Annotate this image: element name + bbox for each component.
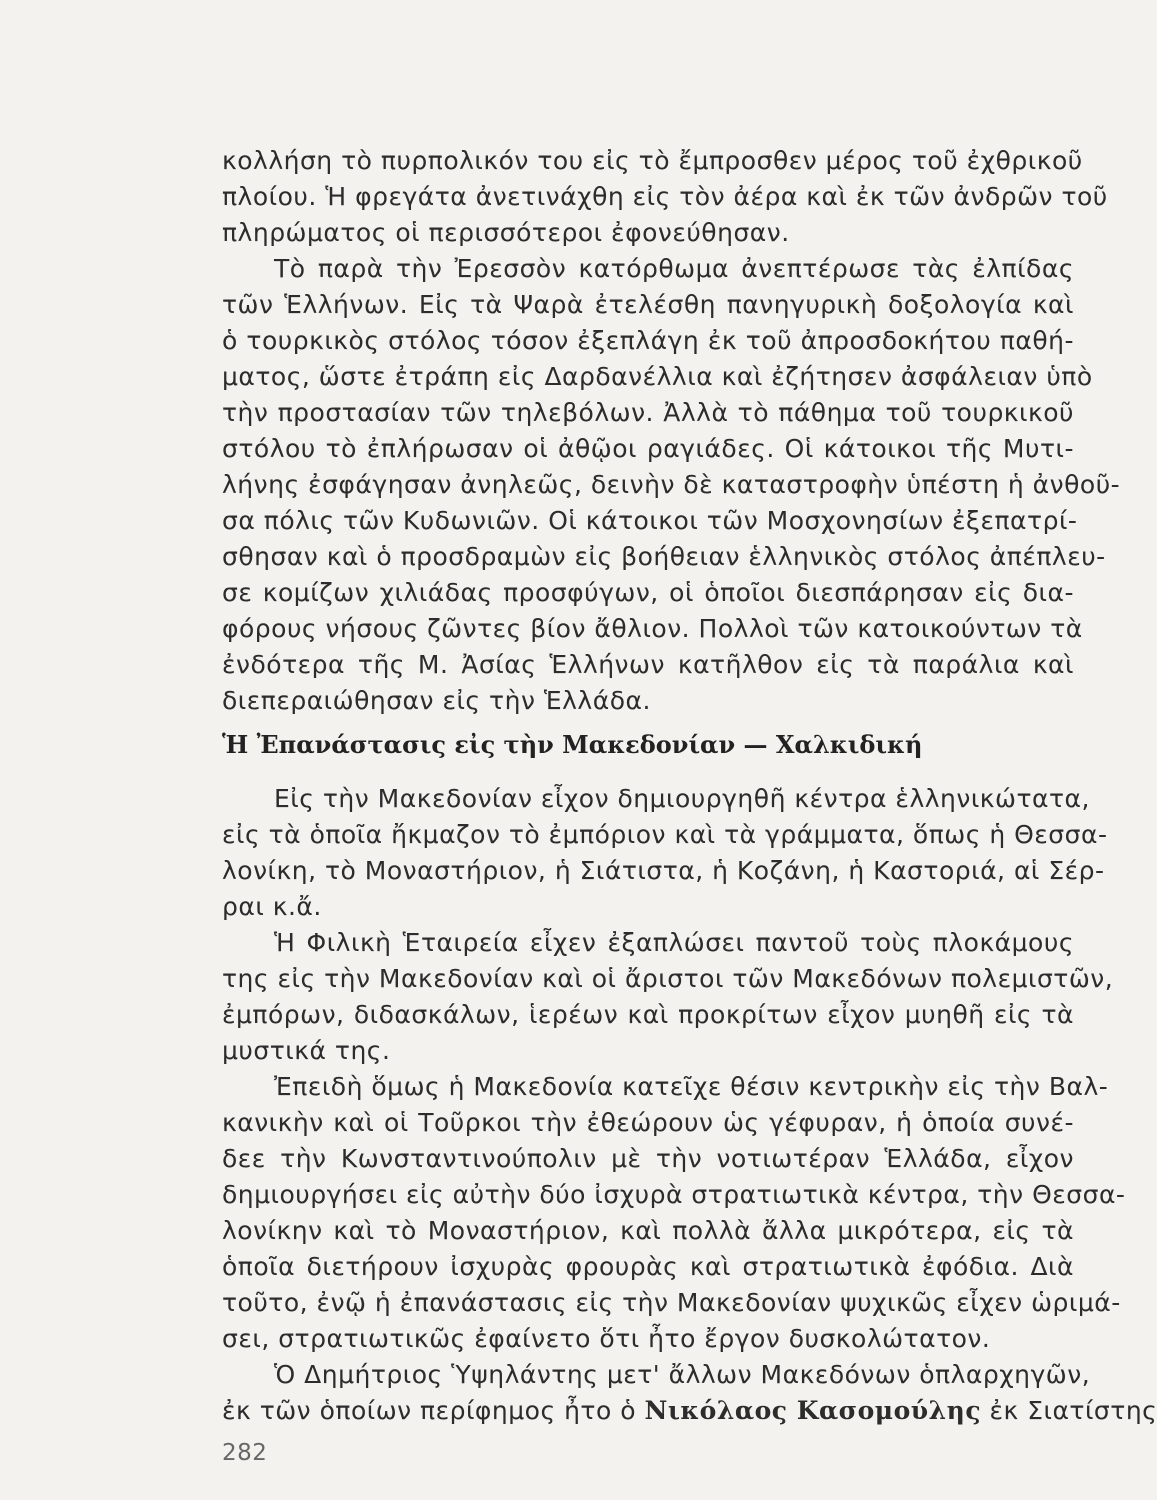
text-line: διεπεραιώθησαν εἰς τὴν Ἑλλάδα. [222,686,651,715]
text-line: πλοίου. Ἡ φρεγάτα ἀνετινάχθη εἰς τὸν ἀέρα καὶ ἐκ τῶν ἀνδρῶν τοῦ [222,182,1108,211]
text-line: τοῦτο, ἐνῷ ἡ ἐπανάστασις εἰς τὴν Μακεδονίαν ψυχικῶς εἶχεν ὡριμά- [222,1288,1121,1317]
text-line: ἐνδότερα τῆς Μ. Ἀσίας Ἑλλήνων κατῆλθον εἰς τὰ παράλια καὶ [222,650,1074,679]
text-line: πληρώματος οἱ περισσότεροι ἐφονεύθησαν. [222,218,790,247]
text-line: λήνης ἐσφάγησαν ἀνηλεῶς, δεινὴν δὲ καταστροφὴν ὑπέστη ἡ ἀνθοῦ- [222,470,1121,499]
text-line: Ἡ Φιλικὴ Ἑταιρεία εἶχεν ἐξαπλώσει παντοῦ τοὺς πλοκάμους [274,928,1074,957]
text-line: Ὁ Δημήτριος Ὑψηλάντης μετ' ἄλλων Μακεδόνων ὁπλαρχηγῶν, [274,1360,1091,1389]
text-line: εἰς τὰ ὁποῖα ἤκμαζον τὸ ἐμπόριον καὶ τὰ γράμματα, ὅπως ἡ Θεσσα- [222,820,1108,849]
page-number: 282 [222,1440,268,1466]
text-line: δημιουργήσει εἰς αὐτὴν δύο ἰσχυρὰ στρατιωτικὰ κέντρα, τὴν Θεσσα- [222,1180,1126,1209]
text-line: σθησαν καὶ ὁ προσδραμὼν εἰς βοήθειαν ἑλληνικὸς στόλος ἀπέπλευ- [222,542,1106,571]
text-line: κολλήση τὸ πυρπολικόν του εἰς τὸ ἔμπροσθεν μέρος τοῦ ἐχθρικοῦ [222,146,1083,175]
text-line: ματος, ὥστε ἐτράπη εἰς Δαρδανέλλια καὶ ἐζήτησεν ἀσφάλειαν ὑπὸ [222,362,1093,391]
text-line: λονίκην καὶ τὸ Μοναστήριον, καὶ πολλὰ ἄλλα μικρότερα, εἰς τὰ [222,1216,1074,1245]
text-line: φόρους νήσους ζῶντες βίον ἄθλιον. Πολλοὶ τῶν κατοικούντων τὰ [222,614,1083,643]
text-line: κανικὴν καὶ οἱ Τοῦρκοι τὴν ἐθεώρουν ὡς γέφυραν, ἡ ὁποία συνέ- [222,1108,1074,1137]
text-line: σει, στρατιωτικῶς ἐφαίνετο ὅτι ἦτο ἔργον δυσκολώτατον. [222,1324,991,1353]
text-line: ραι κ.ἄ. [222,892,322,921]
text-fragment: ἐκ τῶν ὁποίων περίφημος ἦτο ὁ [222,1396,645,1425]
text-line: Εἰς τὴν Μακεδονίαν εἶχον δημιουργηθῆ κέντρα ἑλληνικώτατα, [274,784,1090,813]
text-line: μυστικά της. [222,1036,391,1065]
text-line: ὁποῖα διετήρουν ἰσχυρὰς φρουρὰς καὶ στρατιωτικὰ ἐφόδια. Διὰ [222,1252,1074,1281]
text-line: λονίκη, τὸ Μοναστήριον, ἡ Σιάτιστα, ἡ Κοζάνη, ἡ Καστοριά, αἱ Σέρ- [222,856,1105,885]
text-line: Τὸ παρὰ τὴν Ἐρεσσὸν κατόρθωμα ἀνεπτέρωσε τὰς ἐλπίδας [274,254,1074,283]
text-line: Ἐπειδὴ ὅμως ἡ Μακεδονία κατεῖχε θέσιν κεντρικὴν εἰς τὴν Βαλ- [274,1072,1109,1101]
text-fragment: ἐκ Σιατίστης [981,1396,1157,1425]
text-line: σε κομίζων χιλιάδας προσφύγων, οἱ ὁποῖοι διεσπάρησαν εἰς δια- [222,578,1074,607]
text-line: σα πόλις τῶν Κυδωνιῶν. Οἱ κάτοικοι τῶν Μοσχονησίων ἐξεπατρί- [222,506,1078,535]
section-heading: Ἡ Ἐπανάστασις εἰς τὴν Μακεδονίαν — Χαλκιδική [222,730,923,759]
text-line: της εἰς τὴν Μακεδονίαν καὶ οἱ ἄριστοι τῶν Μακεδόνων πολεμιστῶν, [222,964,1114,993]
text-line-with-name [222,1394,1157,1428]
text-line: ἐμπόρων, διδασκάλων, ἱερέων καὶ προκρίτων εἶχον μυηθῆ εἰς τὰ [222,1000,1074,1029]
text-line: στόλου τὸ ἐπλήρωσαν οἱ ἀθῷοι ραγιάδες. Οἱ κάτοικοι τῆς Μυτι- [222,434,1074,463]
text-line: τὴν προστασίαν τῶν τηλεβόλων. Ἀλλὰ τὸ πάθημα τοῦ τουρκικοῦ [222,398,1074,427]
text-line: δεε τὴν Κωνσταντινούπολιν μὲ τὴν νοτιωτέραν Ἑλλάδα, εἶχον [222,1144,1074,1173]
text-line: ὁ τουρκικὸς στόλος τόσον ἐξεπλάγη ἐκ τοῦ ἀπροσδοκήτου παθή- [222,326,1074,355]
person-name: Νικόλαος Κασομούλης [644,1396,982,1425]
text-line: τῶν Ἑλλήνων. Εἰς τὰ Ψαρὰ ἐτελέσθη πανηγυρικὴ δοξολογία καὶ [222,290,1074,319]
